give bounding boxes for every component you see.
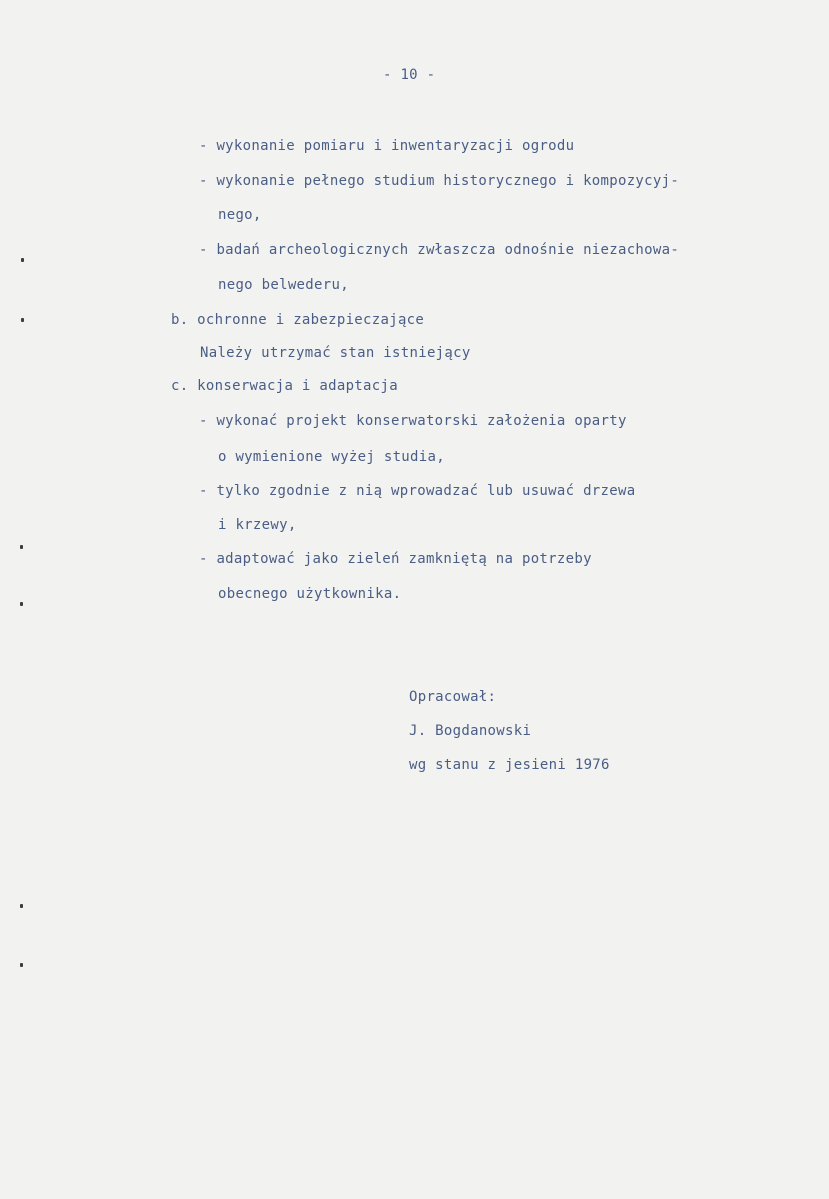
binding-hole-mark [20, 904, 23, 908]
text-line: - tylko zgodnie z nią wprowadzać lub usuwać drzewa [199, 483, 636, 499]
signature-name: J. Bogdanowski [409, 723, 532, 739]
binding-hole-mark [20, 545, 23, 549]
text-line: - wykonanie pomiaru i inwentaryzacji ogrodu [199, 138, 575, 154]
text-line: nego, [218, 207, 262, 223]
binding-hole-mark [21, 258, 24, 262]
binding-hole-mark [21, 318, 24, 322]
binding-hole-mark [20, 963, 23, 967]
text-line: c. konserwacja i adaptacja [171, 378, 398, 394]
page-number: - 10 - [383, 67, 436, 83]
text-line: - wykonanie pełnego studium historycznego i kompozycyj- [199, 173, 680, 189]
binding-hole-mark [20, 602, 23, 606]
text-line: b. ochronne i zabezpieczające [171, 312, 425, 328]
text-line: obecnego użytkownika. [218, 586, 402, 602]
text-line: - badań archeologicznych zwłaszcza odnośnie niezachowa- [199, 242, 680, 258]
text-line: i krzewy, [218, 517, 297, 533]
text-line: Należy utrzymać stan istniejący [200, 345, 471, 361]
signature-note: wg stanu z jesieni 1976 [409, 757, 610, 773]
text-line: o wymienione wyżej studia, [218, 449, 445, 465]
text-line: - adaptować jako zieleń zamkniętą na potrzeby [199, 551, 592, 567]
text-line: nego belwederu, [218, 277, 349, 293]
text-line: - wykonać projekt konserwatorski założenia oparty [199, 413, 627, 429]
signature-label: Opracował: [409, 689, 497, 705]
